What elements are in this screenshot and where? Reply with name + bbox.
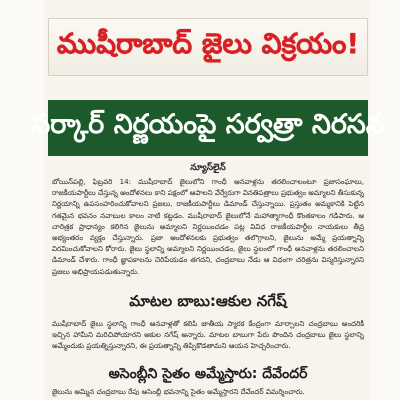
article-paragraph-3: జైలును అమ్మిన చంద్రబాబు రేపు అసెంబ్లీ భవనాన్ని సైతం అమ్మేస్తారని దేవేందర్ విమర్శించారు. — [52, 387, 305, 396]
kicker-headline: ముషీరాబాద్ జైలు విక్రయం! — [56, 27, 360, 60]
article-paragraph-1: బోయిన్‌పల్లి, ఫిబ్రవరి 14: ముషీరాబాద్ జైలులోని గాంధీ ఆనవాళ్లను తరలించాలంటూ ప్రజాసంఘాలు, రాజకీయపార్టీలు చేస్తున్న ఆందోళనలు కాని పక్షంలో ఆపాలని వేర్వేరుగా వినతిపత్రాలు ప్రభుత్వం అమ్మాలని తీసుకున్న నిర్ణయాన్ని ఉపసంహరించుకోవాలని ప్రజలు, రాజకీయపార్టీలు డిమాండ్ చేస్తున్నాయి. ప్రస్తుతం అమ్మకానికి పెట్టిన గతమైన భవనం నవాబుల కాలం నాటి కట్టడం. ముషీరాబాద్ జైలులోనే మహాత్మాగాంధీ కొంతకాలం గడిపారు. ఆ చారిత్రక ప్రాధాన్యం కలిగిన జైలును అమ్మాలని నిర్ణయించడం పట్ల వివిధ రాజకీయపార్టీల నాయకులు తీవ్ర అభ్యంతరం వ్యక్తం చేస్తున్నారు. ప్రజా ఆందోళనలకు ప్రభుత్వం తలొగ్గాలని, జైలును అమ్మే ప్రయత్నాన్ని విరమించుకోవాలని కోరారు. జైలు స్థలాన్ని అమ్మాలని నిర్ణయించడం, జైలు స్థలంలో గాంధీ ఆనవాళ్లను తరలించాలని డిమాండ్ చేశారు. గాంధీ జ్ఞాపకాలను చెరిపేయడం తగదని, చంద్రబాబు నేడు ఆ విధంగా చరిత్రను విస్మరిస్తున్నారని ప్రజలు అభిప్రాయపడుతున్నారు. — [52, 177, 364, 276]
dateline: న్యూస్‌లైన్ — [190, 163, 226, 173]
main-headline: సర్కార్ నిర్ణయంపై సర్వత్రా నిరసన — [31, 109, 385, 140]
subheading-1: మాటల బాబు:ఆకుల నగేష్ — [129, 292, 287, 310]
main-headline-banner — [31, 100, 385, 156]
article-paragraph-2: ముషీరాబాద్ జైలు స్థలాన్ని గాంధీ ఆనవాళ్లతో కలిపి జాతీయ స్మారక కేంద్రంగా మార్చాలని చంద్రబాబు అందరికీ ఇచ్చిన హామీని మరిచిపోయారని ఆకుల నగేష్ అన్నారు. మాటల బాబుగా పేరు పొందిన చంద్రబాబు జైలు స్థలాన్ని అమ్మేందుకు ప్రయత్నిస్తున్నారని, ఈ ప్రయత్నాన్ని తిప్పికొడతామని ఆయన హెచ్చరించారు. — [52, 319, 364, 351]
left-margin — [0, 0, 44, 400]
right-margin — [370, 0, 400, 400]
subheading-2: అసెంబ్లీని సైతం అమ్మేస్తారు: దేవేందర్ — [108, 366, 308, 382]
kicker-headline-box — [48, 18, 368, 76]
